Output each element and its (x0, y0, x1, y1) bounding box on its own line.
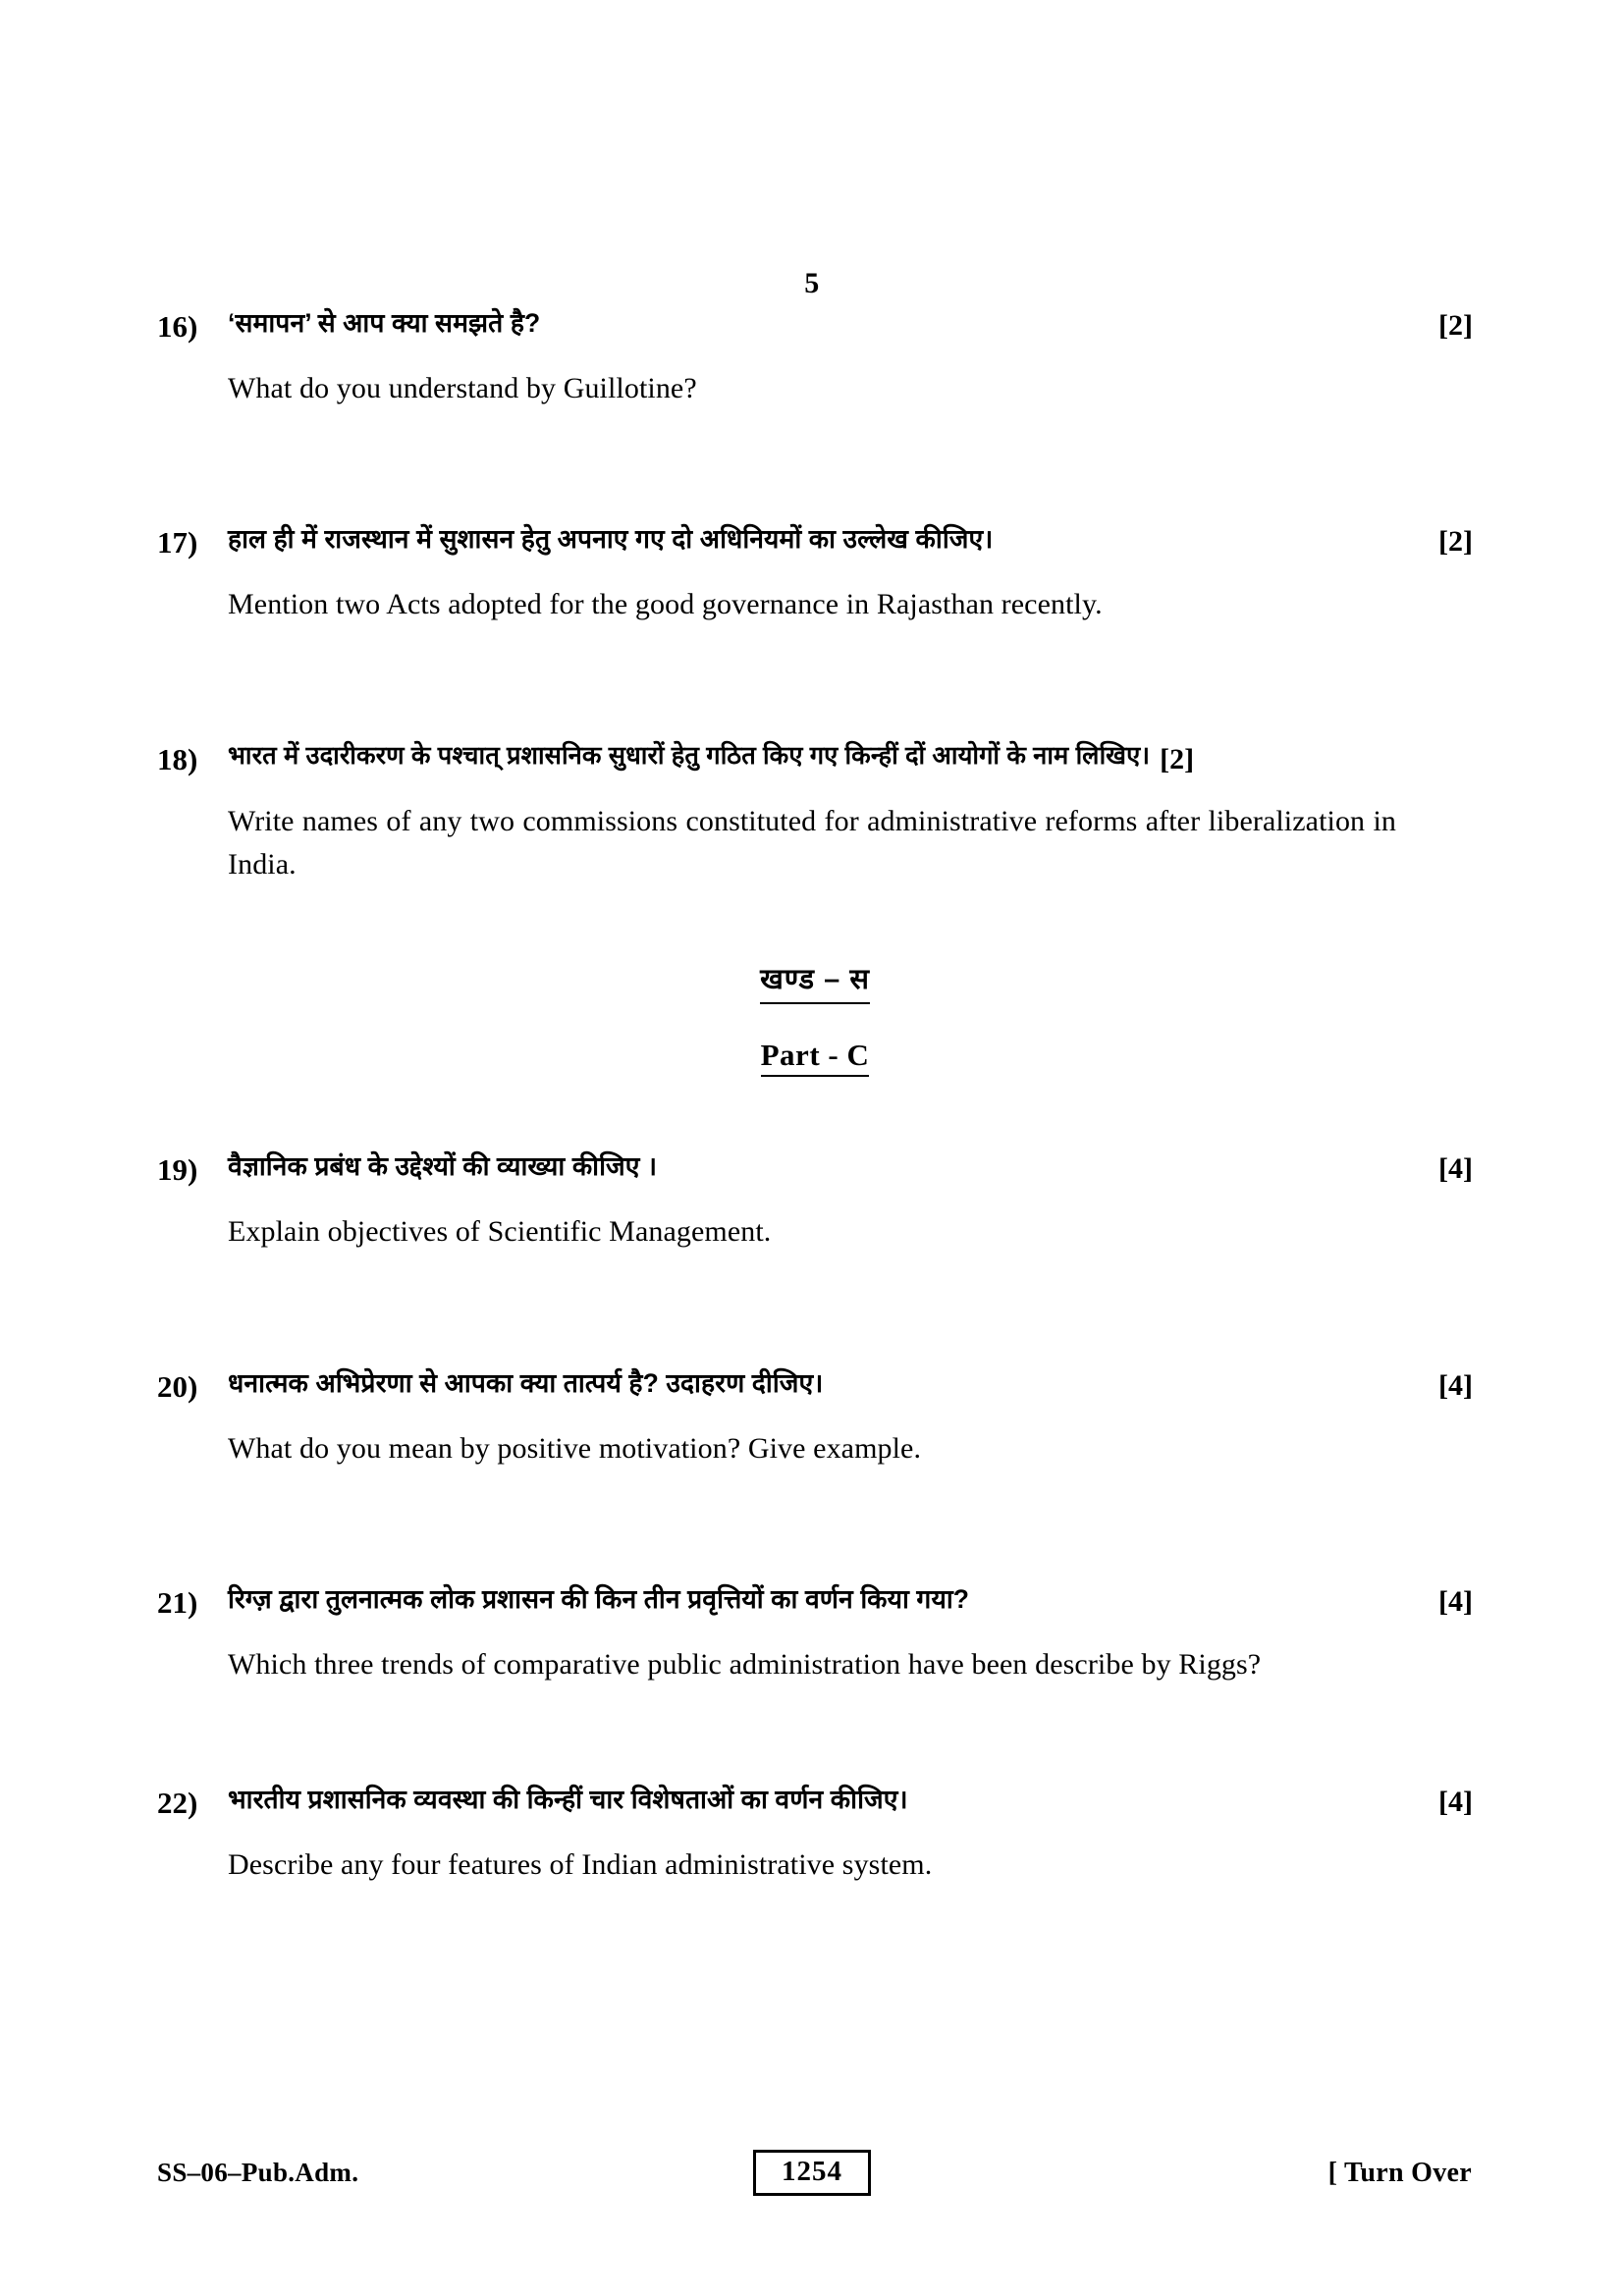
turn-over-label: [ Turn Over (1327, 2158, 1472, 2188)
question-20-english-text: What do you mean by positive motivation? Give example. (228, 1431, 922, 1465)
question-22-marks: [4] (1438, 1786, 1473, 1819)
question-20-marks: [4] (1438, 1368, 1473, 1402)
page-footer (0, 2150, 1624, 2209)
spacer (157, 410, 1473, 520)
question-18-english-text: Write names of any two commissions constituted for administrative reforms after liberalization in India. (228, 804, 1396, 881)
question-18-marks: [2] (1160, 742, 1195, 775)
question-17-marks: [2] (1438, 525, 1473, 559)
question-16 (157, 304, 1473, 410)
question-20 (157, 1364, 1473, 1470)
question-21-hindi-text: रिग्ज़ द्वारा तुलनात्मक लोक प्रशासन की किन तीन प्रवृत्तियों का वर्णन किया गया? (228, 1584, 970, 1615)
question-17-english-text: Mention two Acts adopted for the good governance in Rajasthan recently. (228, 588, 1103, 621)
question-17-hindi-text: हाल ही में राजस्थान में सुशासन हेतु अपनाए गए दो अधिनियमों का उल्लेख कीजिए। (228, 524, 994, 555)
question-21-marks: [4] (1438, 1585, 1473, 1619)
spacer (157, 1470, 1473, 1580)
question-19 (157, 1148, 1473, 1254)
paper-number-box: 1254 (753, 2150, 871, 2196)
question-18 (157, 737, 1473, 887)
paper-code: SS–06–Pub.Adm. (157, 2158, 359, 2187)
part-c-english-wrap (157, 1038, 1473, 1077)
question-19-number: 19) (157, 1152, 198, 1188)
page-number: 5 (804, 267, 820, 299)
question-18-hindi-text: भारत में उदारीकरण के पश्चात् प्रशासनिक सुधारों हेतु गठित किए गए किन्हीं दों आयोगों के नाम लिखिए। (228, 741, 1151, 770)
question-21-number: 21) (157, 1585, 198, 1621)
question-19-hindi-row (157, 1148, 1473, 1193)
question-21-english-text: Which three trends of comparative public administration have been describe by Riggs? (228, 1647, 1262, 1681)
part-c-hindi-wrap (157, 959, 1473, 1004)
spacer (157, 627, 1473, 737)
question-16-marks: [2] (1438, 309, 1473, 342)
question-21 (157, 1580, 1473, 1686)
question-17-number: 17) (157, 525, 198, 561)
question-22 (157, 1781, 1473, 1887)
part-c-hindi-label: खण्ड – स (760, 959, 870, 1004)
question-16-hindi-row (157, 304, 1473, 349)
part-c-heading (157, 959, 1473, 1077)
question-18-number: 18) (157, 741, 198, 776)
question-19-english-text: Explain objectives of Scientific Management. (228, 1215, 772, 1249)
question-17 (157, 520, 1473, 626)
question-16-number: 16) (157, 309, 198, 344)
question-22-hindi-text: भारतीय प्रशासनिक व्यवस्था की किन्हीं चार विशेषताओं का वर्णन कीजिए। (228, 1785, 908, 1815)
spacer (157, 1255, 1473, 1364)
question-20-hindi-text: धनात्मक अभिप्रेरणा से आपका क्या तात्पर्य है? उदाहरण दीजिए। (228, 1367, 824, 1398)
question-21-hindi-row (157, 1580, 1473, 1626)
spacer (157, 1077, 1473, 1148)
question-20-number: 20) (157, 1368, 198, 1404)
question-17-hindi-row (157, 520, 1473, 565)
question-list (157, 304, 1473, 1888)
spacer (157, 1686, 1473, 1781)
part-c-english-label: Part - C (761, 1038, 870, 1077)
question-18-hindi-row (157, 737, 1473, 782)
question-16-hindi-text: ‘समापन’ से आप क्या समझते है? (228, 308, 541, 338)
question-22-hindi-row (157, 1781, 1473, 1826)
question-16-english-text: What do you understand by Guillotine? (228, 371, 697, 404)
question-19-marks: [4] (1438, 1152, 1473, 1186)
question-19-hindi-text: वैज्ञानिक प्रबंध के उद्देश्यों की व्याख्या कीजिए । (228, 1151, 658, 1182)
question-22-english-text: Describe any four features of Indian administrative system. (228, 1848, 933, 1882)
question-22-number: 22) (157, 1786, 198, 1821)
question-20-hindi-row (157, 1364, 1473, 1410)
